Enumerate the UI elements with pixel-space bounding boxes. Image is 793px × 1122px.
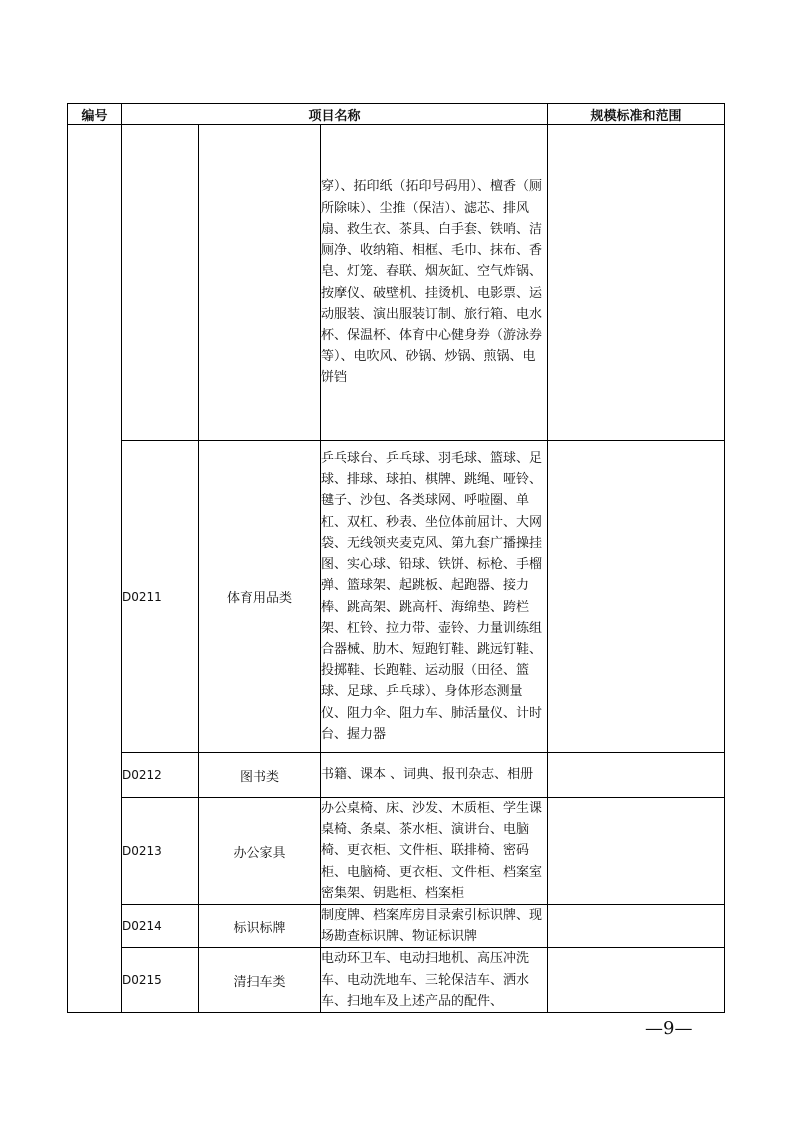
table-header-row [68, 104, 725, 125]
page-number: —9— [645, 1018, 693, 1039]
item-name: 办公家具 [199, 798, 321, 905]
table-row [68, 125, 725, 441]
item-code: D0211 [122, 441, 199, 753]
header-item-name: 项目名称 [122, 104, 548, 125]
item-scope [548, 798, 725, 905]
item-name [199, 125, 321, 441]
table-row [68, 948, 725, 1013]
item-scope [548, 441, 725, 753]
item-code: D0214 [122, 905, 199, 948]
table-row [68, 753, 725, 798]
item-name: 清扫车类 [199, 948, 321, 1013]
table-row [68, 441, 725, 753]
item-description: 制度牌、档案库房目录索引标识牌、现场勘查标识牌、物证标识牌 [321, 905, 548, 948]
item-code: D0215 [122, 948, 199, 1013]
item-code: D0212 [122, 753, 199, 798]
item-description: 书籍、课本 、词典、报刊杂志、相册 [321, 753, 548, 798]
item-description: 办公桌椅、床、沙发、木质柜、学生课桌椅、条桌、茶水柜、演讲台、电脑椅、更衣柜、文件柜、联排椅、密码柜、电脑椅、更衣柜、文件柜、档案室密集架、钥匙柜、档案柜 [321, 798, 548, 905]
table-row [68, 905, 725, 948]
item-scope [548, 753, 725, 798]
item-name: 标识标牌 [199, 905, 321, 948]
table-row [68, 798, 725, 905]
item-code [122, 125, 199, 441]
item-name: 图书类 [199, 753, 321, 798]
header-code: 编号 [68, 104, 122, 125]
parent-code-cell [68, 125, 122, 1013]
item-scope [548, 948, 725, 1013]
catalog-table [67, 103, 725, 1013]
item-scope [548, 905, 725, 948]
item-description: 穿）、拓印纸（拓印号码用）、檀香（厕所除味）、尘推（保洁）、滤芯、排风扇、救生衣、茶具、白手套、铁哨、洁厕净、收纳箱、相框、毛巾、抹布、香皂、灯笼、春联、烟灰缸、空气炸锅、按摩仪、破壁机、挂烫机、电影票、运动服装、演出服装订制、旅行箱、电水杯、保温杯、体育中心健身券（游泳券等）、电吹风、砂锅、炒锅、煎锅、电饼铛 [321, 125, 548, 441]
header-scope: 规模标准和范围 [548, 104, 725, 125]
item-description: 电动环卫车、电动扫地机、高压冲洗车、电动洗地车、三轮保洁车、洒水车、扫地车及上述产品的配件、 [321, 948, 548, 1013]
item-name: 体育用品类 [199, 441, 321, 753]
item-code: D0213 [122, 798, 199, 905]
item-description: 乒乓球台、乒乓球、羽毛球、篮球、足球、排球、球拍、棋牌、跳绳、哑铃、毽子、沙包、各类球网、呼啦圈、单杠、双杠、秒表、坐位体前屈计、大网袋、无线领夹麦克风、第九套广播操挂图、实心球、铅球、铁饼、标枪、手榴弹、篮球架、起跳板、起跑器、接力棒、跳高架、跳高杆、海绵垫、跨栏架、杠铃、拉力带、壶铃、力量训练组合器械、肋木、短跑钉鞋、跳远钉鞋、投掷鞋、长跑鞋、运动服（田径、篮球、足球、乒乓球）、身体形态测量仪、阻力伞、阻力车、肺活量仪、计时台、握力器 [321, 441, 548, 753]
item-scope [548, 125, 725, 441]
